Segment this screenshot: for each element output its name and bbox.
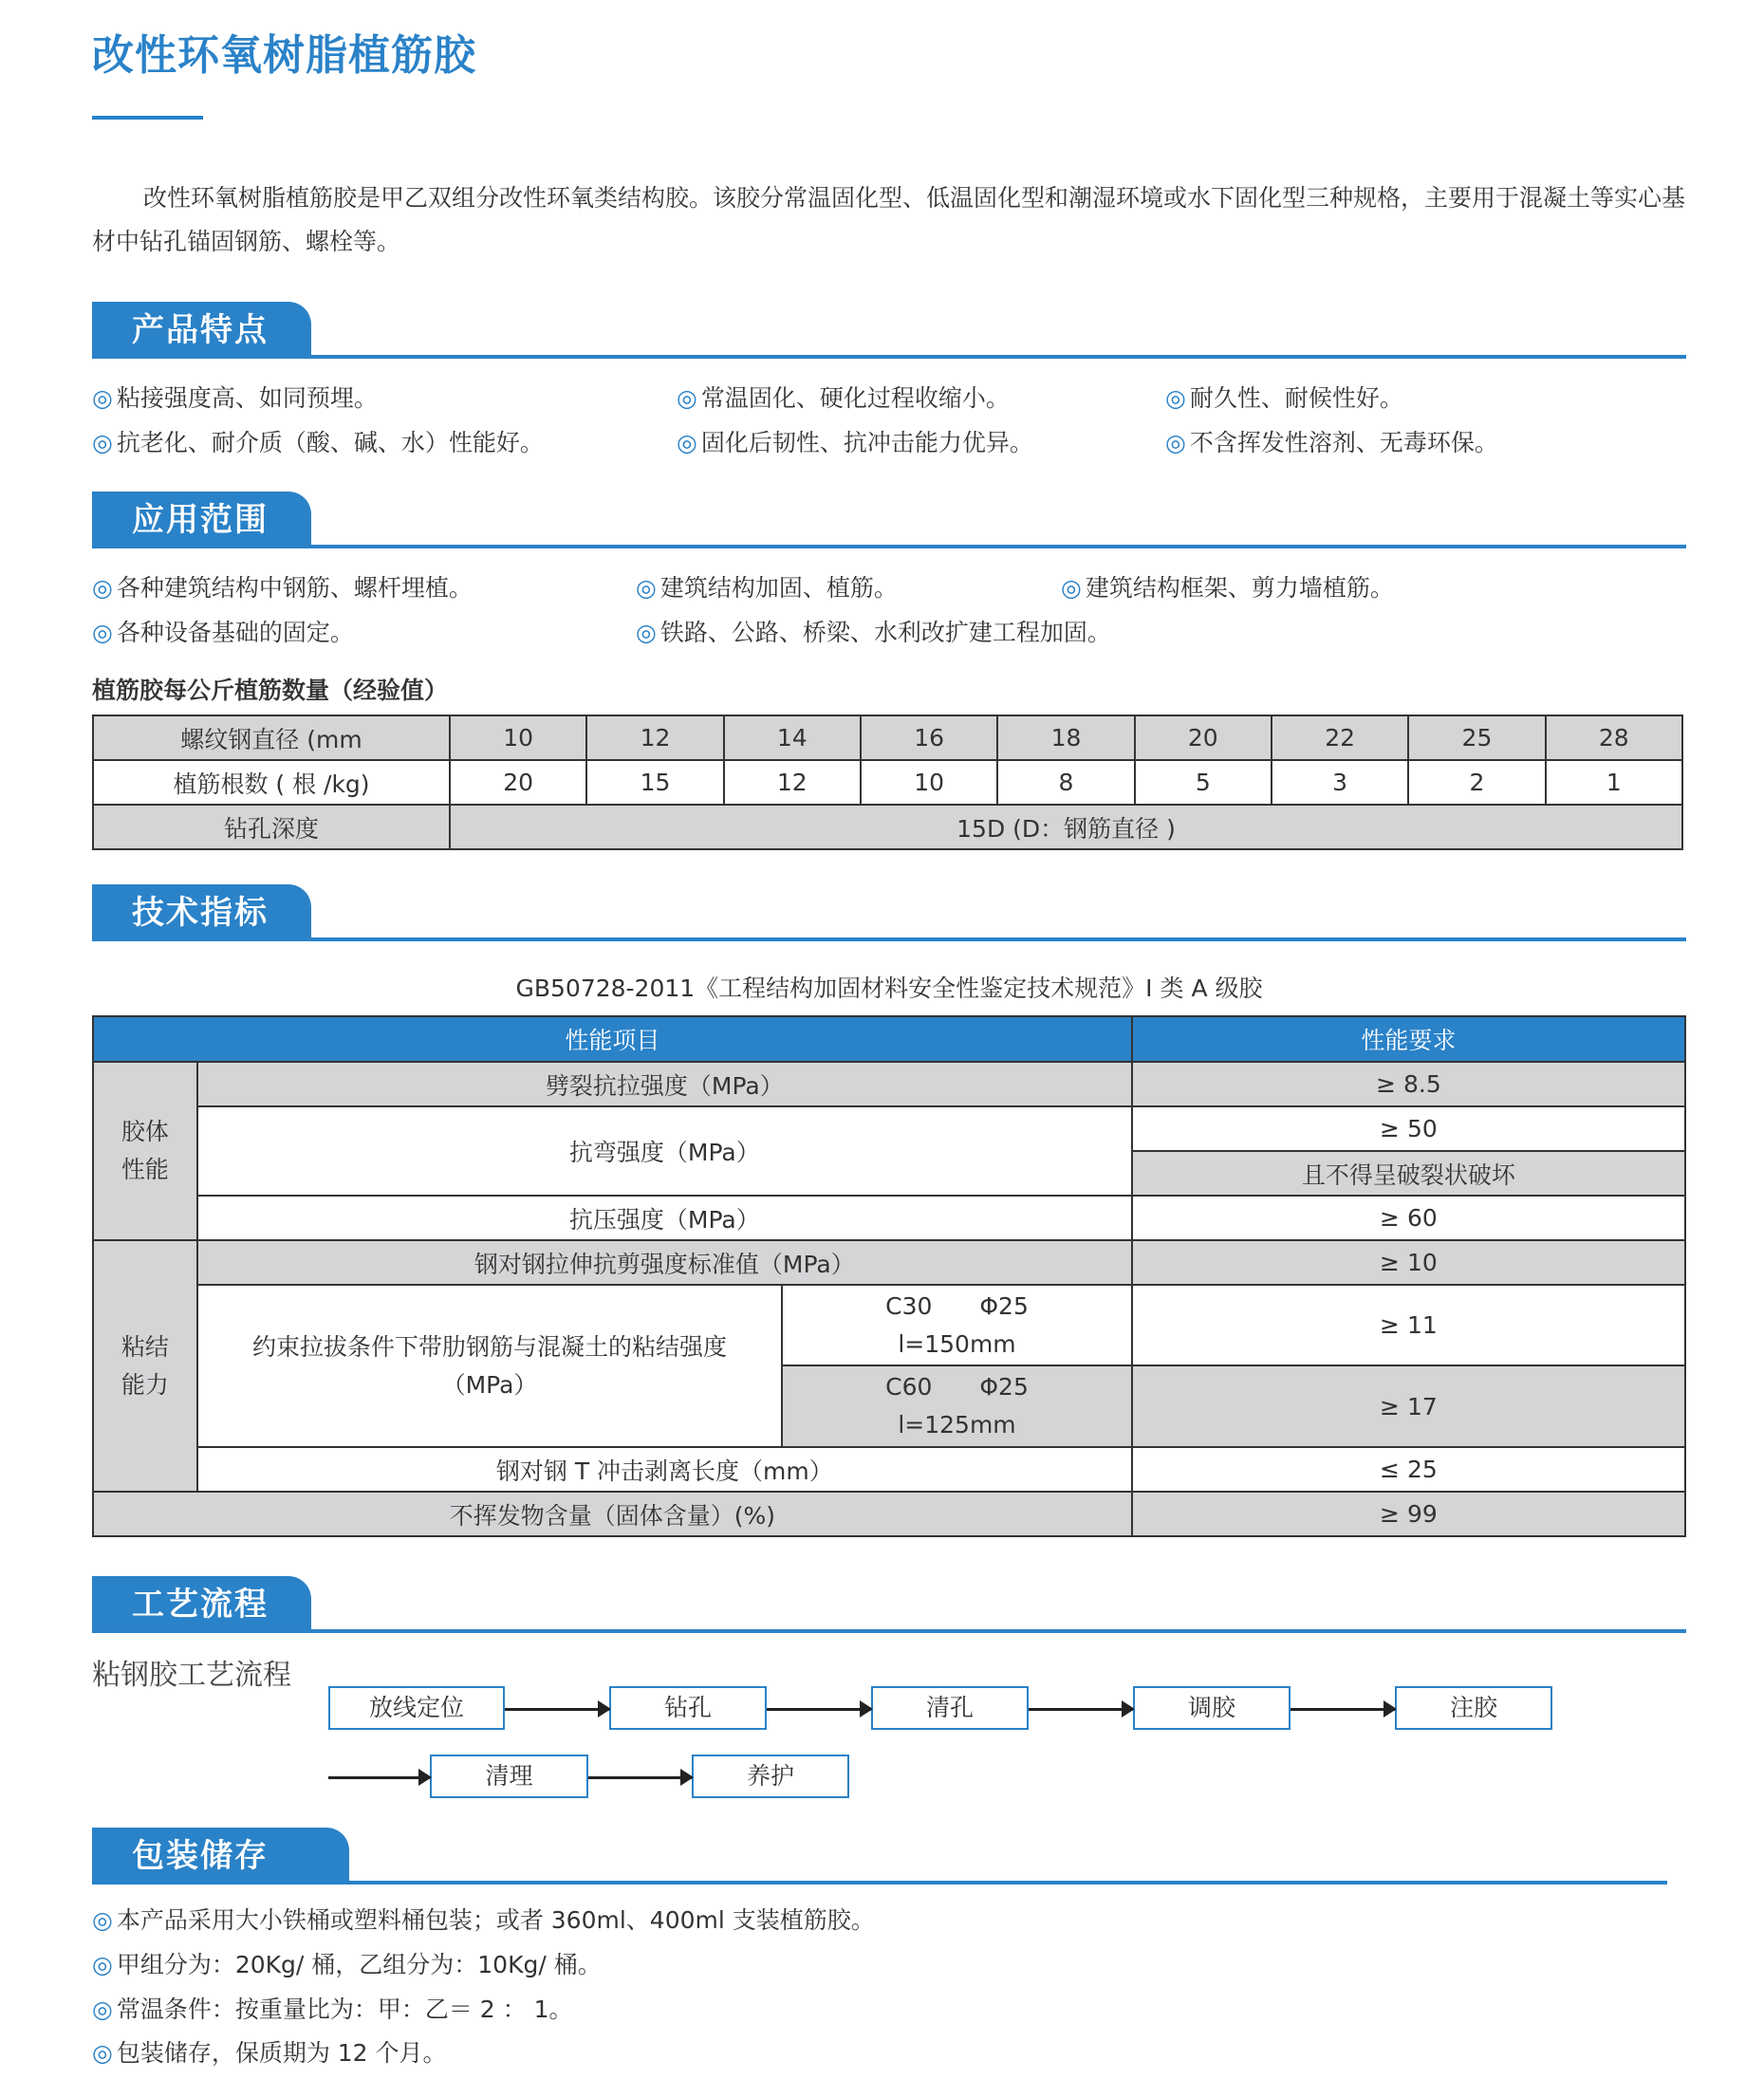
application-item <box>636 569 898 603</box>
item-text: 不含挥发性溶剂、无毒环保。 <box>1189 429 1498 456</box>
feature-item <box>92 380 378 414</box>
bullet-icon: ◎ <box>92 1951 113 1978</box>
section-heading: 工艺流程 <box>92 1576 311 1633</box>
rebar-count: 15 <box>586 760 723 805</box>
rebar-table-caption: 植筋胶每公斤植筋数量（经验值） <box>92 677 449 704</box>
item: 抗压强度（MPa） <box>197 1196 1132 1240</box>
item-text: 本产品采用大小铁桶或塑料桶包装；或者 360ml、400ml 支装植筋胶。 <box>116 1906 875 1934</box>
process-step: 养护 <box>692 1755 849 1798</box>
rebar-count: 20 <box>450 760 586 805</box>
section-heading: 包装储存 <box>92 1828 349 1884</box>
section-process <box>92 1576 1686 1633</box>
process-step: 注胶 <box>1395 1686 1552 1730</box>
item-text: 建筑结构框架、剪力墙植筋。 <box>1085 574 1394 602</box>
rebar-diameter: 12 <box>586 715 723 760</box>
requirement: ≥ 10 <box>1132 1240 1685 1285</box>
packaging-item <box>92 1902 875 1936</box>
item-text: 包装储存，保质期为 12 个月。 <box>116 2039 447 2067</box>
process-step: 钻孔 <box>609 1686 767 1730</box>
section-heading: 应用范围 <box>92 492 311 548</box>
drill-depth: 15D (D：钢筋直径 ) <box>450 805 1682 849</box>
section-applications <box>92 492 1686 548</box>
feature-item <box>1165 424 1498 458</box>
item-text: 建筑结构加固、植筋。 <box>659 574 898 602</box>
packaging-item <box>92 2034 447 2069</box>
section-heading: 技术指标 <box>92 884 311 941</box>
feature-item <box>677 424 1033 458</box>
arrow-icon <box>1029 1708 1133 1711</box>
bullet-icon: ◎ <box>1061 574 1082 602</box>
item-text: 固化后韧性、抗冲击能力优异。 <box>700 429 1033 456</box>
section-features <box>92 302 1686 359</box>
item: 约束拉拔条件下带肋钢筋与混凝土的粘结强度（MPa） <box>197 1285 782 1447</box>
requirement: 且不得呈破裂状破坏 <box>1132 1151 1685 1196</box>
section-tech <box>92 884 1686 941</box>
condition: C30 Φ25 <box>885 1291 1029 1320</box>
standard-caption: GB50728-2011《工程结构加固材料安全性鉴定技术规范》I 类 A 级胶 <box>515 975 1263 1002</box>
feature-item <box>677 380 1010 414</box>
rebar-diameter: 28 <box>1546 715 1682 760</box>
requirement: ≥ 11 <box>1132 1285 1685 1365</box>
bullet-icon: ◎ <box>92 2039 113 2067</box>
arrow-icon <box>505 1708 609 1711</box>
row-label: 植筋根数 ( 根 /kg) <box>93 760 450 805</box>
rebar-count: 2 <box>1408 760 1545 805</box>
row-label: 钻孔深度 <box>93 805 450 849</box>
process-step: 调胶 <box>1133 1686 1291 1730</box>
bullet-icon: ◎ <box>92 619 113 646</box>
rebar-count: 1 <box>1546 760 1682 805</box>
title-underline <box>92 116 203 120</box>
arrow-icon <box>767 1708 871 1711</box>
tech-table <box>92 1015 1686 1537</box>
process-step: 清孔 <box>871 1686 1029 1730</box>
bullet-icon: ◎ <box>1165 384 1186 412</box>
item-text: 各种建筑结构中钢筋、螺杆埋植。 <box>116 574 473 602</box>
item-text: 粘接强度高、如同预埋。 <box>116 384 378 412</box>
application-item <box>92 614 354 648</box>
item-text: 常温固化、硬化过程收缩小。 <box>700 384 1010 412</box>
item-text: 常温条件：按重量比为：甲：乙＝ 2 ： 1。 <box>116 1996 573 2023</box>
application-item <box>1061 569 1394 603</box>
feature-item <box>1165 380 1403 414</box>
packaging-item <box>92 1991 572 2025</box>
arrow-icon <box>1291 1708 1395 1711</box>
application-item <box>636 614 1111 648</box>
bullet-icon: ◎ <box>92 1906 113 1934</box>
rebar-count: 12 <box>724 760 861 805</box>
requirement: ≥ 8.5 <box>1132 1062 1685 1106</box>
rebar-diameter: 25 <box>1408 715 1545 760</box>
item: 钢对钢 T 冲击剥离长度（mm） <box>197 1447 1132 1492</box>
application-item <box>92 569 473 603</box>
condition: C60 Φ25 <box>885 1373 1029 1401</box>
item-text: 耐久性、耐候性好。 <box>1189 384 1403 412</box>
rebar-diameter: 18 <box>997 715 1134 760</box>
process-subtitle: 粘钢胶工艺流程 <box>92 1659 291 1692</box>
rebar-diameter: 10 <box>450 715 586 760</box>
condition: l=125mm <box>898 1411 1016 1439</box>
bullet-icon: ◎ <box>677 384 697 412</box>
item: 钢对钢拉伸抗剪强度标准值（MPa） <box>197 1240 1132 1285</box>
item: 不挥发物含量（固体含量）(%) <box>93 1492 1132 1536</box>
page-title: 改性环氧树脂植筋胶 <box>92 31 476 80</box>
section-packaging <box>92 1828 1667 1884</box>
process-step: 清理 <box>430 1755 588 1798</box>
rebar-table <box>92 715 1683 850</box>
group-label: 胶体 性能 <box>93 1062 197 1240</box>
bullet-icon: ◎ <box>636 574 657 602</box>
feature-item <box>92 424 544 458</box>
item: 抗弯强度（MPa） <box>197 1106 1132 1196</box>
process-step: 放线定位 <box>328 1686 505 1730</box>
bullet-icon: ◎ <box>636 619 657 646</box>
section-heading: 产品特点 <box>92 302 311 359</box>
bullet-icon: ◎ <box>677 429 697 456</box>
item-text: 铁路、公路、桥梁、水利改扩建工程加固。 <box>659 619 1111 646</box>
item-text: 甲组分为：20Kg/ 桶，乙组分为：10Kg/ 桶。 <box>116 1951 602 1978</box>
requirement: ≥ 60 <box>1132 1196 1685 1240</box>
item: 劈裂抗拉强度（MPa） <box>197 1062 1132 1106</box>
item-text: 各种设备基础的固定。 <box>116 619 354 646</box>
group-label: 粘结 能力 <box>93 1240 197 1492</box>
requirement: ≥ 17 <box>1132 1365 1685 1447</box>
rebar-count: 8 <box>997 760 1134 805</box>
rebar-diameter: 14 <box>724 715 861 760</box>
requirement: ≤ 25 <box>1132 1447 1685 1492</box>
rebar-count: 3 <box>1272 760 1408 805</box>
intro-paragraph: 改性环氧树脂植筋胶是甲乙双组分改性环氧类结构胶。该胶分常温固化型、低温固化型和潮湿环境或水下固化型三种规格，主要用于混凝土等实心基材中钻孔锚固钢筋、螺栓等。 <box>92 184 1686 255</box>
bullet-icon: ◎ <box>1165 429 1186 456</box>
bullet-icon: ◎ <box>92 574 113 602</box>
col-header: 性能项目 <box>93 1016 1132 1062</box>
arrow-icon <box>328 1776 430 1779</box>
condition: l=150mm <box>898 1329 1016 1358</box>
bullet-icon: ◎ <box>92 1996 113 2023</box>
rebar-count: 5 <box>1135 760 1272 805</box>
rebar-count: 10 <box>861 760 997 805</box>
requirement: ≥ 50 <box>1132 1106 1685 1151</box>
packaging-item <box>92 1946 602 1980</box>
rebar-diameter: 20 <box>1135 715 1272 760</box>
col-header: 性能要求 <box>1132 1016 1685 1062</box>
rebar-diameter: 22 <box>1272 715 1408 760</box>
requirement: ≥ 99 <box>1132 1492 1685 1536</box>
bullet-icon: ◎ <box>92 384 113 412</box>
item-text: 抗老化、耐介质（酸、碱、水）性能好。 <box>116 429 544 456</box>
rebar-diameter: 16 <box>861 715 997 760</box>
bullet-icon: ◎ <box>92 429 113 456</box>
arrow-icon <box>588 1776 692 1779</box>
row-label: 螺纹钢直径 (mm <box>93 715 450 760</box>
